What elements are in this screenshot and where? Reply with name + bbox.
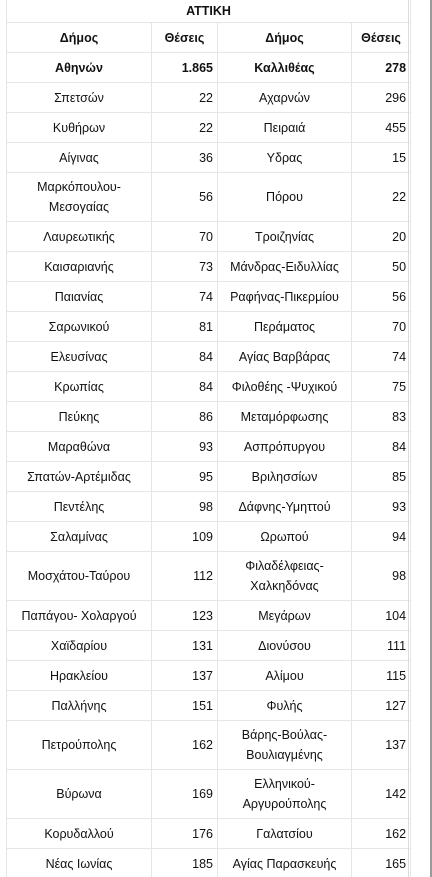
municipality-cell: Διονύσου: [218, 631, 352, 661]
seats-cell: 98: [152, 492, 218, 522]
municipality-cell: Κρωπίας: [7, 372, 152, 402]
municipality-cell: Ωρωπού: [218, 522, 352, 552]
table-row: [7, 492, 411, 522]
municipality-cell: Βάρης-Βούλας-Βουλιαγμένης: [218, 721, 352, 770]
municipality-cell: Μάνδρας-Ειδυλλίας: [218, 252, 352, 282]
seats-cell: 131: [152, 631, 218, 661]
seats-cell: 296: [352, 83, 411, 113]
header-municipality-1: Δήμος: [7, 23, 152, 53]
municipality-cell: Φυλής: [218, 691, 352, 721]
table-row: [7, 552, 411, 601]
seats-cell: 83: [352, 402, 411, 432]
seats-cell: 56: [152, 173, 218, 222]
title-row: [7, 0, 411, 23]
seats-cell: 104: [352, 601, 411, 631]
table-row: [7, 819, 411, 849]
municipality-cell: Ελληνικού-Αργυρούπολης: [218, 770, 352, 819]
municipality-cell: Ηρακλείου: [7, 661, 152, 691]
municipality-cell: Παλλήνης: [7, 691, 152, 721]
municipality-cell: Βύρωνα: [7, 770, 152, 819]
table-row: [7, 721, 411, 770]
seats-cell: 56: [352, 282, 411, 312]
seats-cell: 111: [352, 631, 411, 661]
seats-cell: 1.865: [152, 53, 218, 83]
municipality-cell: Γαλατσίου: [218, 819, 352, 849]
seats-cell: 20: [352, 222, 411, 252]
seats-cell: 115: [352, 661, 411, 691]
table-row: [7, 53, 411, 83]
municipality-cell: Αίγινας: [7, 143, 152, 173]
municipality-cell: Πεντέλης: [7, 492, 152, 522]
seats-cell: 169: [152, 770, 218, 819]
seats-cell: 84: [152, 342, 218, 372]
municipality-cell: Κορυδαλλού: [7, 819, 152, 849]
municipality-cell: Σπετσών: [7, 83, 152, 113]
table-row: [7, 691, 411, 721]
seats-cell: 22: [152, 113, 218, 143]
table-row: [7, 143, 411, 173]
seats-cell: 74: [352, 342, 411, 372]
seats-cell: 98: [352, 552, 411, 601]
municipality-cell: Χαϊδαρίου: [7, 631, 152, 661]
municipality-cell: Σπατών-Αρτέμιδας: [7, 462, 152, 492]
table-row: [7, 770, 411, 819]
table-row: [7, 282, 411, 312]
municipality-cell: Φιλαδέλφειας-Χαλκηδόνας: [218, 552, 352, 601]
header-row: [7, 23, 411, 53]
municipality-cell: Παπάγου- Χολαργού: [7, 601, 152, 631]
municipality-cell: Βριλησσίων: [218, 462, 352, 492]
municipality-cell: Υδρας: [218, 143, 352, 173]
table-row: [7, 601, 411, 631]
seats-cell: 70: [152, 222, 218, 252]
seats-cell: 81: [152, 312, 218, 342]
municipality-cell: Καισαριανής: [7, 252, 152, 282]
municipality-cell: Πειραιά: [218, 113, 352, 143]
municipality-cell: Αλίμου: [218, 661, 352, 691]
table-row: [7, 522, 411, 552]
municipality-cell: Αγίας Παρασκευής: [218, 849, 352, 877]
seats-cell: 278: [352, 53, 411, 83]
seats-cell: 185: [152, 849, 218, 877]
municipality-cell: Μεταμόρφωσης: [218, 402, 352, 432]
municipality-cell: Περάματος: [218, 312, 352, 342]
municipality-cell: Αχαρνών: [218, 83, 352, 113]
seats-cell: 455: [352, 113, 411, 143]
seats-cell: 74: [152, 282, 218, 312]
seats-cell: 73: [152, 252, 218, 282]
seats-cell: 70: [352, 312, 411, 342]
municipality-cell: Πόρου: [218, 173, 352, 222]
table-row: [7, 342, 411, 372]
table-row: [7, 631, 411, 661]
seats-cell: 93: [352, 492, 411, 522]
municipality-cell: Κυθήρων: [7, 113, 152, 143]
seats-cell: 50: [352, 252, 411, 282]
seats-cell: 84: [152, 372, 218, 402]
seats-cell: 123: [152, 601, 218, 631]
municipality-cell: Δάφνης-Υμηττού: [218, 492, 352, 522]
seats-cell: 15: [352, 143, 411, 173]
header-municipality-2: Δήμος: [218, 23, 352, 53]
seats-cell: 86: [152, 402, 218, 432]
seats-table: [6, 0, 411, 877]
seats-cell: 165: [352, 849, 411, 877]
table-row: [7, 113, 411, 143]
table-row: [7, 462, 411, 492]
seats-cell: 93: [152, 432, 218, 462]
seats-cell: 127: [352, 691, 411, 721]
page-edge-line: [408, 0, 409, 877]
seats-cell: 109: [152, 522, 218, 552]
municipality-cell: Φιλοθέης -Ψυχικού: [218, 372, 352, 402]
seats-cell: 112: [152, 552, 218, 601]
table-row: [7, 432, 411, 462]
municipality-cell: Μαρκόπουλου-Μεσογαίας: [7, 173, 152, 222]
seats-cell: 162: [152, 721, 218, 770]
municipality-cell: Πεύκης: [7, 402, 152, 432]
municipality-cell: Σαλαμίνας: [7, 522, 152, 552]
table-row: [7, 849, 411, 877]
municipality-cell: Μοσχάτου-Ταύρου: [7, 552, 152, 601]
municipality-cell: Παιανίας: [7, 282, 152, 312]
table-row: [7, 83, 411, 113]
municipality-cell: Νέας Ιωνίας: [7, 849, 152, 877]
seats-cell: 84: [352, 432, 411, 462]
municipality-cell: Πετρούπολης: [7, 721, 152, 770]
municipality-cell: Τροιζηνίας: [218, 222, 352, 252]
municipality-cell: Λαυρεωτικής: [7, 222, 152, 252]
table-row: [7, 312, 411, 342]
seats-cell: 75: [352, 372, 411, 402]
seats-cell: 95: [152, 462, 218, 492]
table-row: [7, 402, 411, 432]
seats-cell: 151: [152, 691, 218, 721]
seats-cell: 176: [152, 819, 218, 849]
seats-cell: 137: [352, 721, 411, 770]
municipality-cell: Ελευσίνας: [7, 342, 152, 372]
seats-cell: 85: [352, 462, 411, 492]
table-row: [7, 222, 411, 252]
municipality-cell: Αθηνών: [7, 53, 152, 83]
table-body: [7, 53, 411, 877]
seats-cell: 94: [352, 522, 411, 552]
seats-cell: 137: [152, 661, 218, 691]
table-row: [7, 252, 411, 282]
region-title: ΑΤΤΙΚΗ: [7, 0, 411, 23]
seats-cell: 22: [352, 173, 411, 222]
table-row: [7, 372, 411, 402]
seats-cell: 36: [152, 143, 218, 173]
seats-cell: 22: [152, 83, 218, 113]
seats-cell: 162: [352, 819, 411, 849]
municipality-cell: Μαραθώνα: [7, 432, 152, 462]
seats-cell: 142: [352, 770, 411, 819]
municipality-cell: Καλλιθέας: [218, 53, 352, 83]
municipality-cell: Αγίας Βαρβάρας: [218, 342, 352, 372]
municipality-cell: Ασπρόπυργου: [218, 432, 352, 462]
municipality-cell: Ραφήνας-Πικερμίου: [218, 282, 352, 312]
table-row: [7, 661, 411, 691]
municipality-cell: Μεγάρων: [218, 601, 352, 631]
municipality-cell: Σαρωνικού: [7, 312, 152, 342]
table-row: [7, 173, 411, 222]
header-seats-1: Θέσεις: [152, 23, 218, 53]
header-seats-2: Θέσεις: [352, 23, 411, 53]
